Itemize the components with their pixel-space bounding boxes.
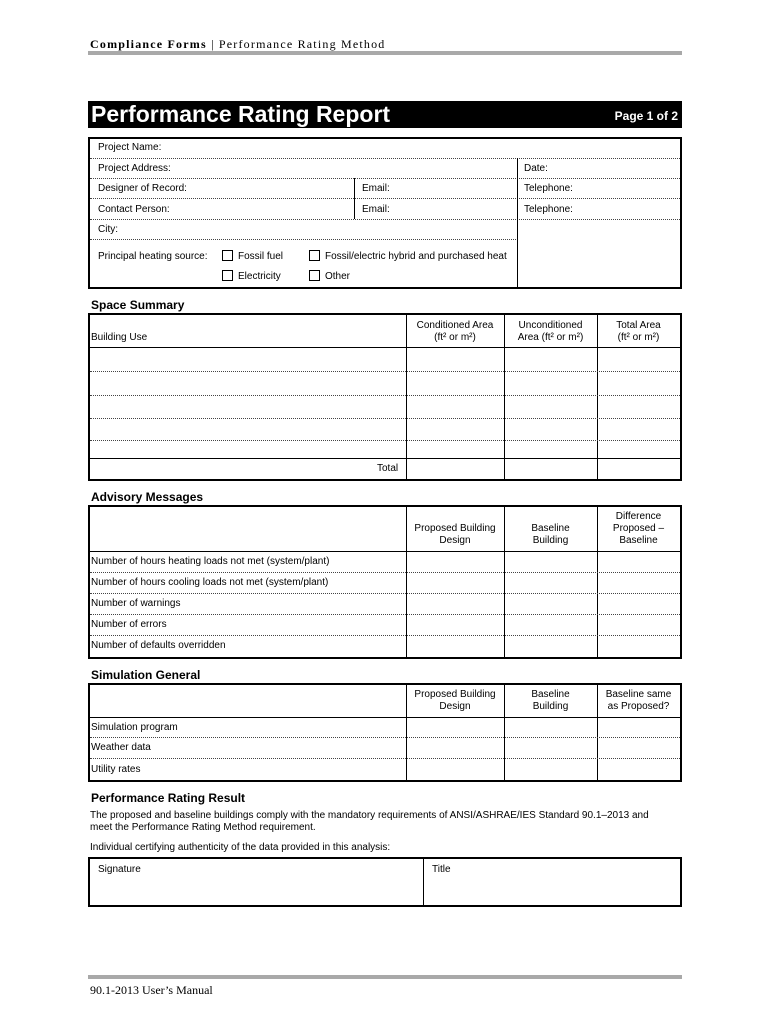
simulation-baseline-header: Baseline Building <box>531 689 570 712</box>
hybrid-heat-checkbox[interactable] <box>309 250 320 261</box>
table-row: Number of errors <box>91 619 167 630</box>
electricity-checkbox[interactable] <box>222 270 233 281</box>
simulation-general-heading: Simulation General <box>91 668 201 682</box>
report-title: Performance Rating Report <box>91 101 391 127</box>
fossil-fuel-label: Fossil fuel <box>238 251 284 262</box>
conditioned-area-header: Conditioned Area (ft² or m²) <box>416 320 494 343</box>
unconditioned-area-header: Unconditioned Area (ft² or m²) <box>517 320 584 343</box>
advisory-difference-header: Difference Proposed – Baseline <box>612 511 665 546</box>
designer-of-record-field[interactable]: Designer of Record: <box>98 183 187 194</box>
running-header <box>90 37 386 52</box>
advisory-proposed-header: Proposed Building Design <box>414 523 496 546</box>
header-brand: Compliance Forms <box>90 37 207 51</box>
hybrid-heat-label: Fossil/electric hybrid and purchased heat <box>325 251 507 262</box>
advisory-baseline-header: Baseline Building <box>531 523 570 546</box>
other-label: Other <box>325 271 351 282</box>
footer-manual: 90.1-2013 User’s Manual <box>90 983 213 997</box>
date-field[interactable]: Date: <box>524 163 548 174</box>
other-checkbox[interactable] <box>309 270 320 281</box>
heating-source-label: Principal heating source: <box>98 251 208 262</box>
table-row: Simulation program <box>91 722 178 733</box>
fossil-fuel-checkbox[interactable] <box>222 250 233 261</box>
page-indicator: Page 1 of 2 <box>614 109 678 123</box>
space-summary-heading: Space Summary <box>91 298 185 312</box>
simulation-proposed-header: Proposed Building Design <box>414 689 496 712</box>
total-row-label: Total <box>377 463 399 474</box>
compliance-statement: The proposed and baseline buildings comply with the mandatory requirements of ANSI/ASHRAE/IES Standard 90.1–2013 and meet the Performance Rating Method requirement. <box>90 810 649 833</box>
header-rule <box>88 51 682 55</box>
signature-field[interactable]: Signature <box>98 864 141 875</box>
building-use-header: Building Use <box>91 332 148 343</box>
table-row: Utility rates <box>91 764 141 775</box>
advisory-messages-heading: Advisory Messages <box>91 490 204 504</box>
contact-telephone-field[interactable]: Telephone: <box>524 204 573 215</box>
city-field[interactable]: City: <box>98 224 118 235</box>
table-row: Number of warnings <box>91 598 181 609</box>
header-subtitle: Performance Rating Method <box>218 37 386 51</box>
designer-telephone-field[interactable]: Telephone: <box>524 183 573 194</box>
project-address-field[interactable]: Project Address: <box>98 163 171 174</box>
simulation-same-header: Baseline same as Proposed? <box>605 689 672 712</box>
signature-box <box>88 857 682 907</box>
table-row: Number of defaults overridden <box>91 640 226 651</box>
footer-rule <box>88 975 682 979</box>
total-area-header: Total Area (ft² or m²) <box>616 320 661 343</box>
table-row: Number of hours cooling loads not met (system/plant) <box>91 577 329 588</box>
performance-rating-result-heading: Performance Rating Result <box>91 791 246 805</box>
contact-person-field[interactable]: Contact Person: <box>98 204 170 215</box>
title-bar <box>88 101 682 128</box>
table-row: Number of hours heating loads not met (system/plant) <box>91 556 330 567</box>
designer-email-field[interactable]: Email: <box>362 183 390 194</box>
contact-email-field[interactable]: Email: <box>362 204 390 215</box>
header-separator: | <box>211 37 215 51</box>
electricity-label: Electricity <box>238 271 281 282</box>
title-field[interactable]: Title <box>432 864 451 875</box>
project-name-field[interactable]: Project Name: <box>98 142 162 153</box>
certify-text: Individual certifying authenticity of the data provided in this analysis: <box>90 842 391 853</box>
table-row: Weather data <box>91 742 151 753</box>
